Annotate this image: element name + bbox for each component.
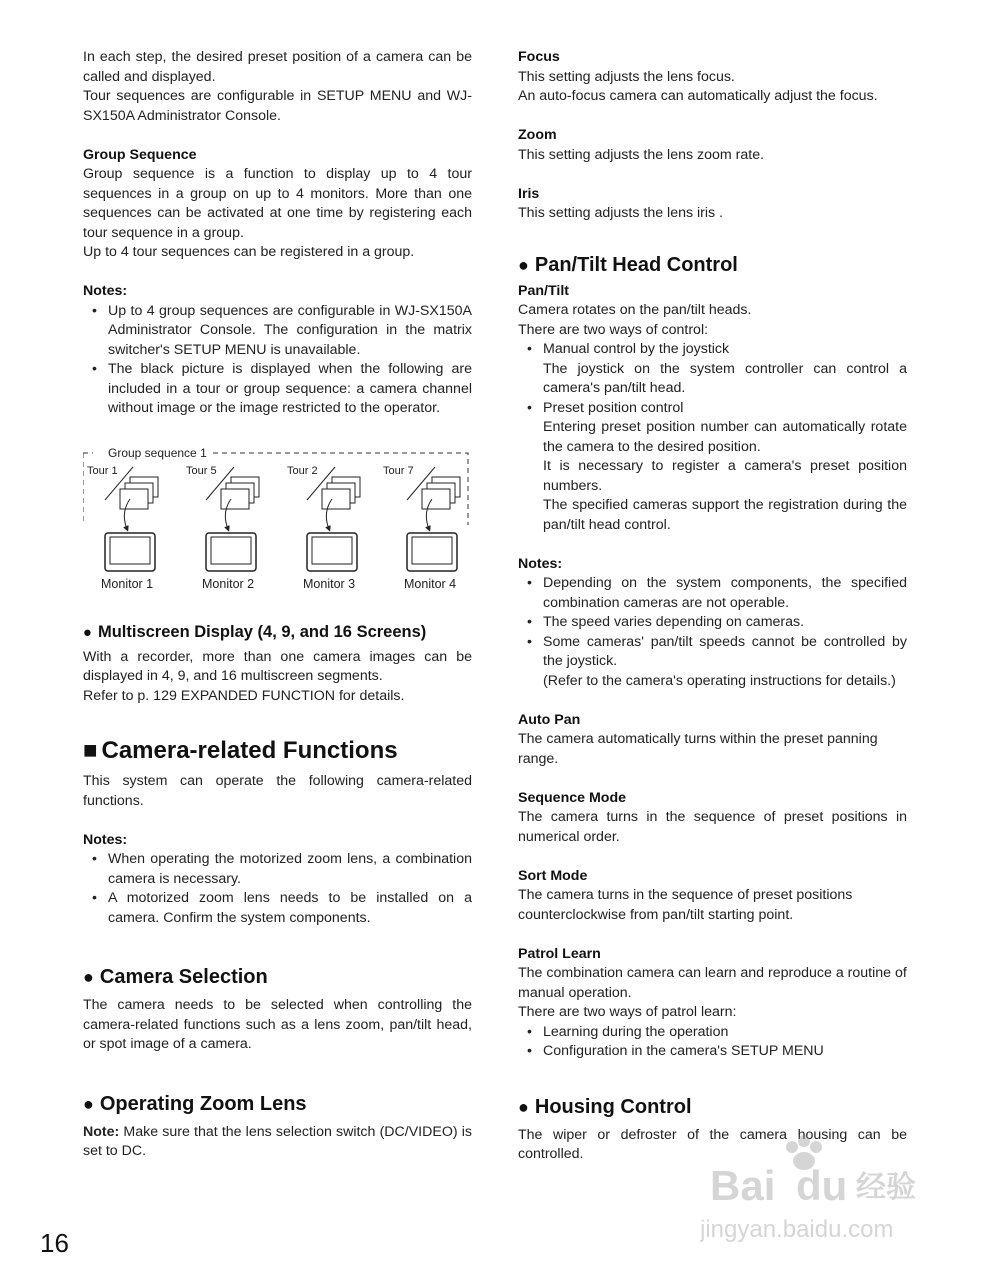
- patrol-learn-heading: Patrol Learn: [518, 945, 601, 962]
- zoom-heading: Zoom: [518, 127, 557, 143]
- patrol-learn-text: The combination camera can learn and reproduce a routine of manual operation.: [518, 965, 907, 1001]
- camera-selection-heading: ● Camera Selection: [83, 964, 472, 990]
- left-column: [83, 48, 472, 1162]
- monitor-label: Monitor 4: [404, 576, 457, 591]
- note-item: • The speed varies depending on cameras.: [518, 613, 907, 633]
- pantilt-item-desc: It is necessary to register a camera's preset position numbers.: [543, 458, 907, 494]
- camera-functions-text: This system can operate the following camera-related functions.: [83, 773, 472, 809]
- sort-mode-line-2: counterclockwise from pan/tilt starting point.: [518, 906, 794, 923]
- notes-list: [518, 574, 907, 691]
- zoom-lens-heading: ● Operating Zoom Lens: [83, 1091, 472, 1117]
- tour-group: [186, 465, 259, 591]
- pantilt-subheading: Pan/Tilt: [518, 282, 569, 299]
- sequence-mode-heading: Sequence Mode: [518, 789, 627, 806]
- patrol-learn-item: • Configuration in the camera's SETUP MENU: [518, 1042, 907, 1062]
- pantilt-item-desc: Entering preset position number can automatically rotate the camera to the desired position.: [543, 419, 907, 455]
- zoom-lens-note: [83, 1123, 472, 1162]
- pantilt-item-desc: The joystick on the system controller can control a camera's pan/tilt head.: [543, 360, 907, 396]
- monitor-label: Monitor 1: [101, 576, 154, 591]
- focus-heading: Focus: [518, 49, 560, 65]
- monitor-label: Monitor 3: [303, 576, 356, 591]
- notes-list: [83, 302, 472, 419]
- multiscreen-text-2: Refer to p. 129 EXPANDED FUNCTION for details.: [83, 687, 405, 704]
- monitor-label: Monitor 2: [202, 576, 255, 591]
- pantilt-list: [518, 340, 907, 535]
- note-text: Make sure that the lens selection switch (DC/VIDEO) is set to DC.: [83, 1123, 472, 1159]
- tour-label: Tour 1: [87, 464, 118, 477]
- zoom-text: This setting adjusts the lens zoom rate.: [518, 146, 765, 163]
- note-item: • When operating the motorized zoom lens, a combination camera is necessary.: [83, 850, 472, 889]
- auto-pan-text: The camera automatically turns within the preset panning range.: [518, 731, 878, 767]
- right-column: [518, 48, 907, 1165]
- notes-heading: Notes:: [518, 555, 563, 572]
- focus-line-2: An auto-focus camera can automatically adjust the focus.: [518, 88, 878, 104]
- page-number: 16: [40, 1228, 69, 1258]
- note-item: • Up to 4 group sequences are configurable in WJ-SX150A Administrator Console. The configuration in the matrix switcher's SETUP MENU is unavailable.: [83, 302, 472, 361]
- housing-heading: ● Housing Control: [518, 1094, 907, 1120]
- svg-text:jingyan.baidu.com: jingyan.baidu.com: [700, 1216, 894, 1243]
- tour-label: Tour 2: [287, 464, 318, 477]
- pantilt-control-heading: ● Pan/Tilt Head Control: [518, 252, 907, 278]
- note-item: • A motorized zoom lens needs to be installed on a camera. Confirm the system components.: [83, 889, 472, 928]
- notes-heading: Notes:: [83, 831, 128, 848]
- notes-list: [83, 850, 472, 928]
- patrol-learn-item: • Learning during the operation: [518, 1023, 907, 1043]
- group-sequence-text-2: Up to 4 tour sequences can be registered in a group.: [83, 244, 415, 260]
- intro-line-2: Tour sequences are configurable in SETUP MENU and WJ-SX150A Administrator Console.: [83, 88, 472, 124]
- tour-label: Tour 5: [186, 464, 217, 477]
- iris-heading: Iris: [518, 185, 540, 202]
- pantilt-line-1: Camera rotates on the pan/tilt heads.: [518, 302, 752, 318]
- intro-line-1: In each step, the desired preset position of a camera can be called and displayed.: [83, 49, 472, 85]
- pantilt-item: • Manual control by the joystick: [518, 340, 907, 360]
- group-label: Group sequence 1: [108, 445, 207, 460]
- sort-mode-heading: Sort Mode: [518, 867, 588, 884]
- diagram-svg: [83, 445, 475, 605]
- tour-group: [383, 465, 460, 591]
- housing-text: The wiper or defroster of the camera housing can be controlled.: [518, 1126, 907, 1162]
- patrol-learn-text-2: There are two ways of patrol learn:: [518, 1004, 737, 1020]
- tour-group: [287, 465, 360, 591]
- svg-text:经验: 经验: [856, 1170, 916, 1205]
- group-sequence-text: Group sequence is a function to display up to 4 tour sequences in a group on up to 4 monitors. More than one sequences can be activated at one time by registering each tour sequence in a group.: [83, 166, 472, 241]
- svg-text:du: du: [796, 1162, 848, 1209]
- group-sequence-heading: Group Sequence: [83, 146, 197, 163]
- multiscreen-text: With a recorder, more than one camera images can be displayed in 4, 9, and 16 multiscreen segments.: [83, 648, 472, 684]
- note-item: • Some cameras' pan/tilt speeds cannot be controlled by the joystick.: [518, 633, 907, 672]
- auto-pan-heading: Auto Pan: [518, 711, 581, 728]
- baidu-watermark-logo: [700, 1135, 935, 1245]
- notes-heading: Notes:: [83, 283, 128, 299]
- group-sequence-diagram: [83, 445, 473, 605]
- focus-line-1: This setting adjusts the lens focus.: [518, 68, 735, 85]
- note-item: • Depending on the system components, the specified combination cameras are not operable.: [518, 574, 907, 613]
- iris-text: This setting adjusts the lens iris .: [518, 205, 724, 221]
- svg-text:Bai: Bai: [710, 1162, 776, 1209]
- camera-selection-text: The camera needs to be selected when controlling the camera-related functions such as a lens zoom, pan/tilt head, or spot image of a camera.: [83, 997, 472, 1052]
- tour-label: Tour 7: [383, 464, 414, 477]
- pantilt-item: • Preset position control: [518, 399, 907, 419]
- tour-group: [87, 465, 158, 591]
- note-item: • The black picture is displayed when the following are included in a tour or group sequence: a camera channel without image or the image restricted to the operator.: [83, 360, 472, 419]
- note-item-extra: (Refer to the camera's operating instructions for details.): [543, 672, 896, 689]
- sequence-mode-text: The camera turns in the sequence of preset positions in numerical order.: [518, 809, 907, 845]
- pantilt-item-desc: The specified cameras support the registration during the pan/tilt head control.: [543, 497, 907, 533]
- sort-mode-line-1: The camera turns in the sequence of preset positions: [518, 887, 853, 903]
- multiscreen-heading: ● Multiscreen Display (4, 9, and 16 Screens): [83, 621, 472, 644]
- camera-functions-heading: ■ Camera-related Functions: [83, 736, 472, 766]
- pantilt-line-2: There are two ways of control:: [518, 321, 709, 338]
- patrol-learn-list: [518, 1023, 907, 1062]
- note-label: Note:: [83, 1123, 120, 1140]
